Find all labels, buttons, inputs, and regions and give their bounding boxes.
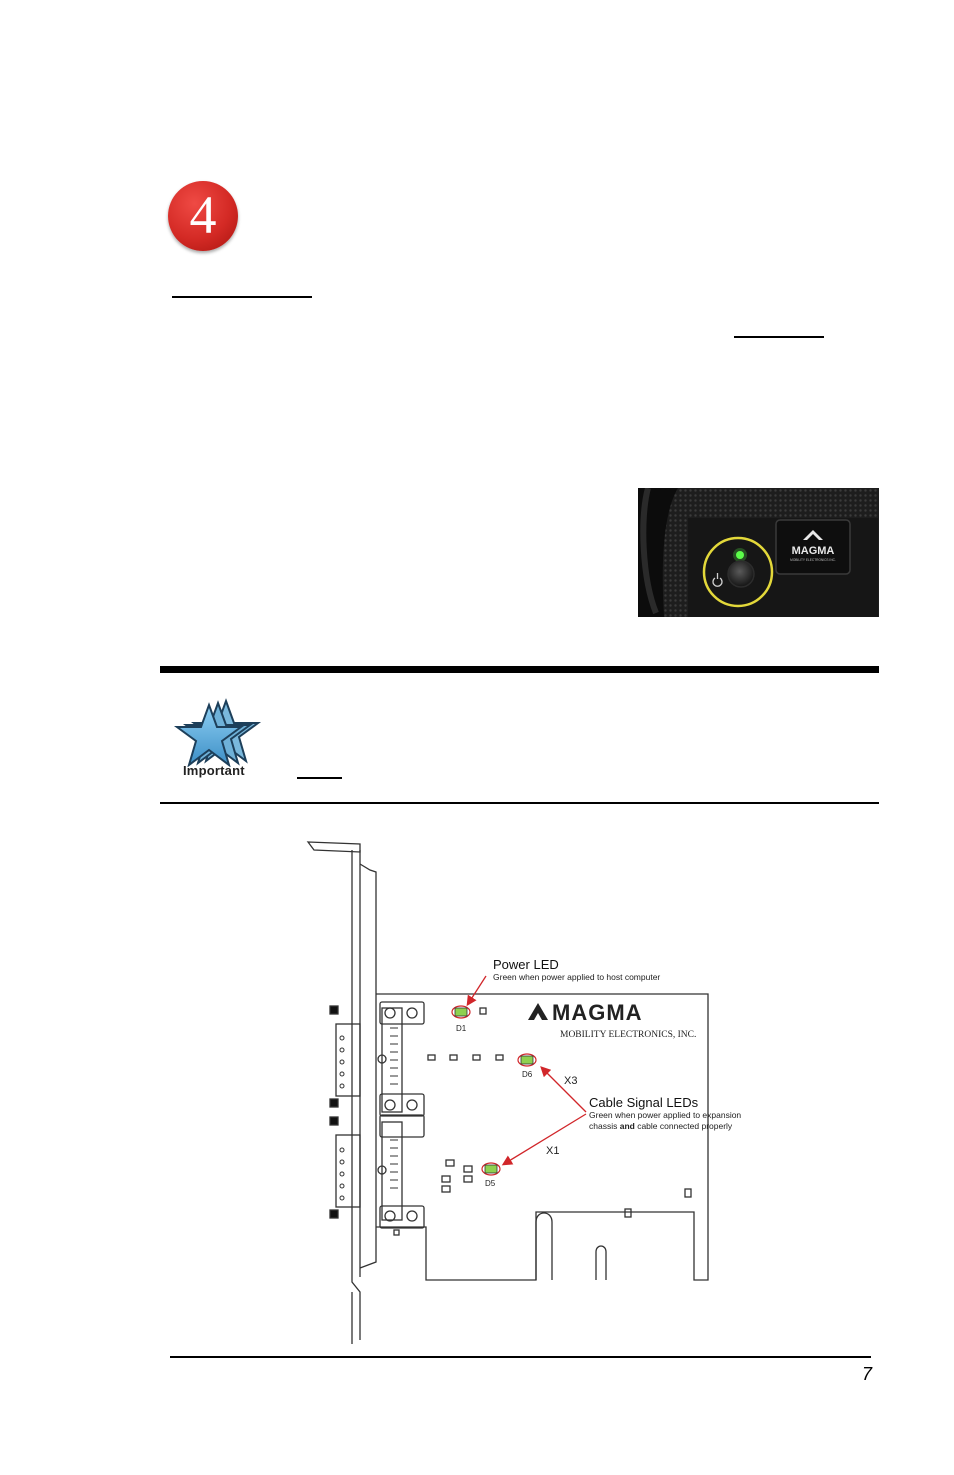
heading-underline: [172, 296, 312, 298]
step-number-badge: [168, 181, 238, 251]
cable-label-x3: X3: [564, 1075, 578, 1087]
cable-led-desc-line2: chassis and cable connected properly: [589, 1121, 733, 1131]
magma-logo: [528, 1000, 696, 1040]
step-number: 4: [189, 185, 217, 245]
footer-rule: [170, 1356, 871, 1358]
section-rule-thin: [160, 802, 879, 804]
diagram-brand-sub-text: MOBILITY ELECTRONICS, INC.: [560, 1030, 697, 1040]
diagram-brand-text: MAGMA: [552, 1000, 643, 1025]
led-label-d1: D1: [456, 1024, 467, 1033]
led-label-d6: D6: [522, 1070, 533, 1079]
led-label-d5: D5: [485, 1179, 496, 1188]
cable-led-desc-line1: Green when power applied to expansion: [589, 1110, 742, 1120]
photo-brand-text: MAGMA: [791, 545, 835, 557]
text-underline: [734, 336, 824, 338]
pcie-card-diagram: [290, 832, 778, 1350]
power-led-title: Power LED: [493, 957, 559, 972]
cable-label-x1: X1: [546, 1145, 560, 1157]
text-underline-short: [297, 777, 342, 779]
important-label: Important: [183, 763, 245, 778]
section-rule-thick: [160, 666, 879, 673]
cable-led-title: Cable Signal LEDs: [589, 1095, 699, 1110]
page-number: 7: [861, 1364, 872, 1384]
photo-sub-brand-text: MOBILITY ELECTRONICS INC.: [790, 558, 836, 562]
chassis-power-button-photo: [638, 488, 879, 617]
power-led-desc: Green when power applied to host computer: [493, 972, 661, 982]
